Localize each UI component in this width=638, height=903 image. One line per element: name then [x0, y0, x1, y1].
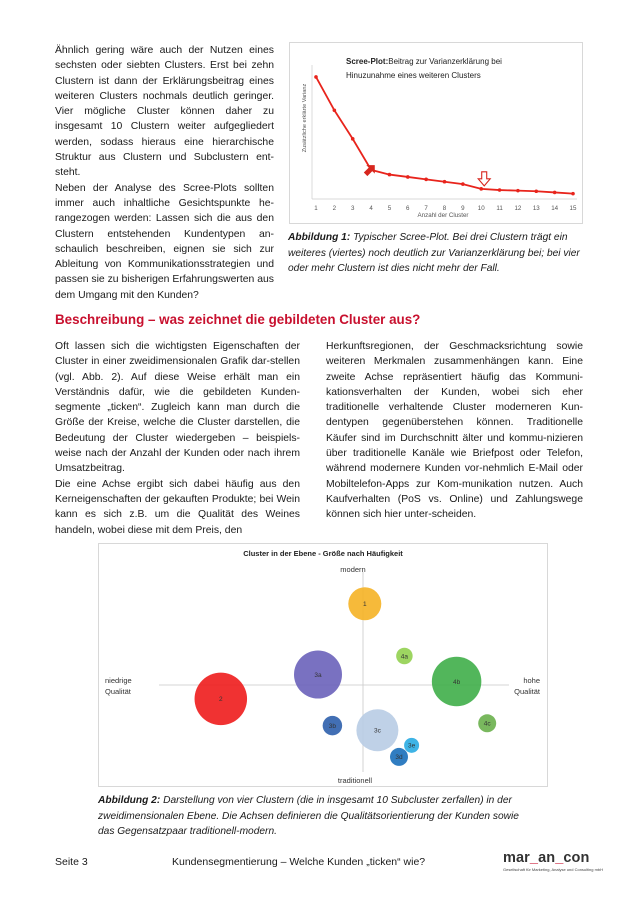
- scree-y-axis-label: Zusätzliche erklärte Varianz: [302, 83, 308, 153]
- cluster-map-chart: [99, 544, 547, 786]
- cluster-map-figure: [98, 543, 548, 787]
- cluster-bubble-label: 3d: [395, 754, 403, 762]
- scree-data-point: [516, 189, 520, 193]
- scree-subtitle-part: Beitrag zur Varianzerklärung bei: [388, 57, 502, 66]
- body-paragraph: Die eine Achse ergibt sich dabei häufig aus den Kerneigenschaften der gekauften Produkte; bei Wein kann es sich z.B. um die Qualität des Weines handeln, wobei diese mit dem Preis, den: [55, 478, 300, 536]
- scree-x-tick-label: 11: [496, 205, 503, 212]
- body-paragraph: Herkunftsregionen, der Geschmacksrichtung sowie weiteren Merkmalen zusammenhängen kann. Eine zweite Achse repräsentiert häufig das Kommuni-kationsverhalten der Kunden, wobei sich eher traditionelle verhaltende Cluster moderneren Kun-dentypen gegenüberstehen können. Traditionelle Käufer sind im Durchschnitt älter und kommu-nizieren über traditionelle Kanäle wie Briefpost oder Telefon, während modernere Kunden vor-nehmlich E-Mail oder Mobiltelefon-Apps zur Kom-munikation nutzen. Auch Kaufverhalten (PoS vs. Online) und Zahlungswege können sich hier unter-scheiden.: [326, 341, 583, 521]
- axis-label-line: hohe: [523, 676, 540, 685]
- scree-data-point: [479, 187, 483, 191]
- scree-plot-chart: [290, 43, 582, 223]
- figure-1-caption-label: Abbildung 1:: [288, 232, 351, 243]
- scree-data-point: [571, 192, 575, 196]
- logo-wordmark: [503, 850, 590, 866]
- cluster-bubble-label: 3e: [407, 742, 416, 750]
- scree-data-point: [406, 175, 410, 179]
- scree-data-point: [333, 108, 337, 112]
- scree-data-point: [314, 75, 318, 79]
- intro-text-block: [55, 43, 274, 303]
- scree-x-tick-label: 10: [477, 205, 485, 212]
- footer-document-title: Kundensegmentierung – Welche Kunden „ticken“ wie?: [172, 856, 426, 868]
- scree-x-tick-label: 14: [551, 205, 559, 212]
- scree-data-point: [461, 182, 465, 186]
- figure-2-caption-label: Abbildung 2:: [98, 795, 161, 806]
- logo-tagline: Gesellschaft für Marketing, Analyse und Consulting mbH: [503, 867, 604, 872]
- cluster-bubble-label: 3c: [373, 727, 381, 735]
- cluster-bubble-label: 1: [362, 601, 367, 609]
- cluster-bubble-label: 4a: [400, 653, 409, 661]
- body-paragraph: Oft lassen sich die wichtigsten Eigenschaften der Cluster in einer zweidimensionalen Grafik dar-stellen (vgl. Abb. 2). Auf diese Weise erhält man ein Verständnis dafür, wie die gebildeten Kunden-segmente „ticken“. Zugleich kann man durch die Größe der Kreise, welche die Cluster darstellen, die Bedeutung der Cluster wiedergeben – beispiels-weise nach der Anzahl der Kunden oder nach ihrem Umsatzbeitrag.: [55, 341, 300, 475]
- cluster-bubble-label: 2: [218, 696, 223, 704]
- scree-x-tick-label: 3: [350, 205, 355, 212]
- logo-separator: _: [555, 850, 564, 866]
- scree-x-tick-label: 1: [314, 205, 318, 212]
- body-right-column: [326, 339, 583, 523]
- axis-label-niedrige-qualitaet: [105, 676, 132, 696]
- figure-2-caption-text: Darstellung von vier Clustern (die in insgesamt 10 Subcluster zerfallen) in der zweidimensionalen Ebene. Die Achsen definieren die Qualitätsorientierung der Kunden sowie das Gegensatzpaar traditionell-modern.: [98, 795, 519, 837]
- scree-x-tick-label: 5: [387, 205, 392, 212]
- logo-part: an: [538, 850, 556, 866]
- figure-1-caption: [288, 230, 584, 277]
- scree-x-tick-label: 13: [532, 205, 540, 212]
- scree-arrow-outline: [478, 172, 490, 186]
- scree-x-tick-label: 7: [424, 205, 428, 212]
- scree-data-point: [443, 180, 447, 184]
- scree-data-point: [351, 137, 355, 141]
- axis-label-line: niedrige: [105, 676, 132, 685]
- marancon-logo: [503, 850, 604, 874]
- scree-x-tick-label: 15: [569, 205, 577, 212]
- logo-part: con: [563, 850, 590, 866]
- scree-plot-figure: [289, 42, 583, 224]
- intro-paragraph: Neben der Analyse des Scree-Plots sollten immer auch inhaltliche Gesichtspunkte he-rangezogen werden: Lassen sich die aus den Clustern entstehenden Kundentypen an-schaulich beschreiben, eignen sie sich zur Ableitung von Kommunikationsstrategien und passen sie zu bisherigen Erfahrungswerten aus dem Umgang mit den Kunden?: [55, 182, 274, 301]
- scree-x-tick-label: 12: [514, 205, 522, 212]
- scree-arrow-filled: [361, 161, 379, 179]
- logo-part: mar: [503, 850, 530, 866]
- figure-1-caption-text: Typischer Scree-Plot. Bei drei Clustern trägt ein weiteres (viertes) noch deutlich zur Varianzerklärung bei; bei vier oder mehr Clustern ist dies nicht mehr der Fall.: [288, 232, 580, 274]
- scree-title-lead: Scree-Plot:: [346, 57, 389, 66]
- axis-label-hohe-qualitaet: [514, 676, 541, 696]
- scree-x-axis-label: Anzahl der Cluster: [417, 212, 469, 219]
- scree-x-tick-label: 2: [332, 205, 337, 212]
- scree-x-tick-label: 8: [442, 205, 447, 212]
- body-left-column: [55, 339, 300, 538]
- arrow-down-icon: [361, 161, 379, 179]
- cluster-bubble-label: 4b: [452, 678, 461, 686]
- scree-data-point: [498, 188, 502, 192]
- arrow-down-icon: [478, 172, 490, 186]
- scree-arrow-shape: [361, 161, 379, 179]
- scree-title: [346, 57, 502, 66]
- cluster-bubble-label: 3a: [314, 671, 322, 679]
- cluster-bubble-label: 4c: [483, 720, 491, 728]
- scree-subtitle-line: Hinuzunahme eines weiteren Clusters: [346, 71, 481, 80]
- intro-paragraph: Ähnlich gering wäre auch der Nutzen eines sechsten oder siebten Clusters. Erst bei zehn Clustern ist dann der Erklärungsbeitrag eines weiteren Clusters nochmals deutlich geringer. Vier mögliche Cluster können daher zu insgesamt 10 Clustern weiter aufgegliedert werden, sodass hieraus eine hierarchische Struktur aus Clustern und Subclustern ent-steht.: [55, 45, 274, 179]
- figure-2-caption: [98, 793, 538, 840]
- scree-x-tick-label: 4: [369, 205, 373, 212]
- logo-separator: _: [529, 850, 539, 866]
- scree-data-point: [534, 189, 538, 193]
- axis-label-line: Qualität: [105, 687, 131, 696]
- scree-x-tick-label: 6: [406, 205, 410, 212]
- axis-label-modern: modern: [340, 565, 366, 574]
- footer-page-number: Seite 3: [55, 856, 88, 868]
- cluster-map-title: Cluster in der Ebene - Größe nach Häufigkeit: [243, 549, 403, 558]
- axis-label-line: Qualität: [514, 687, 540, 696]
- axis-label-traditionell: traditionell: [337, 776, 373, 785]
- cluster-bubble-label: 3b: [328, 722, 337, 730]
- scree-series-line: [316, 77, 573, 194]
- scree-x-tick-label: 9: [461, 205, 465, 212]
- scree-data-point: [424, 178, 428, 182]
- section-heading: Beschreibung – was zeichnet die gebildeten Cluster aus?: [55, 312, 421, 327]
- scree-data-point: [553, 191, 557, 195]
- scree-data-point: [388, 173, 392, 177]
